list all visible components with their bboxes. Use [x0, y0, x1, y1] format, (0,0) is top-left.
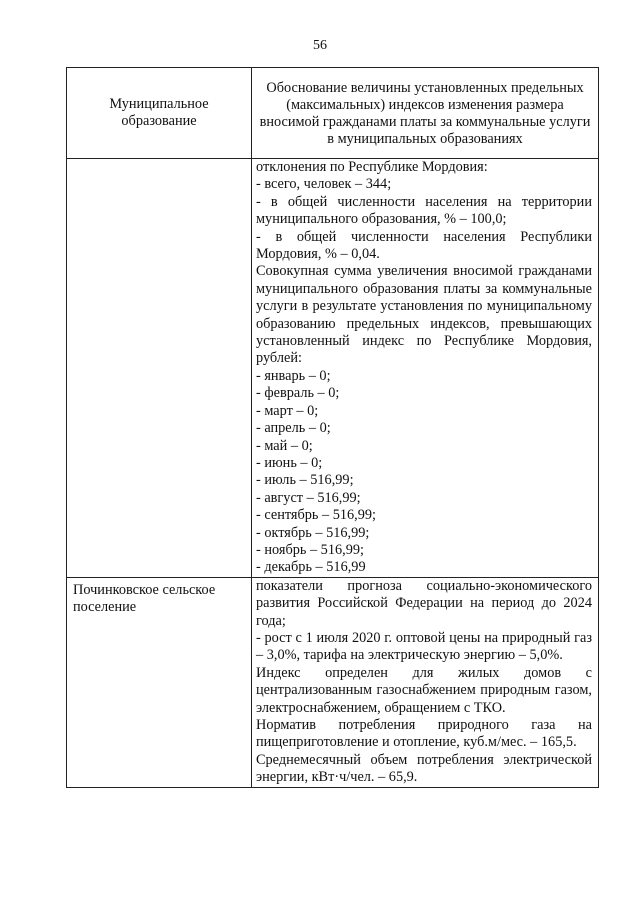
municipality-cell [67, 159, 252, 578]
text-line: - февраль – 0; [256, 385, 340, 402]
justification-cell [252, 159, 599, 578]
text-line: Норматив потребления природного газа на пищеприготовление и отопление, куб.м/мес. – 165,5. [256, 717, 592, 751]
text-line: - апрель – 0; [256, 420, 331, 437]
page-number: 56 [313, 38, 327, 53]
text-line: - октябрь – 516,99; [256, 524, 370, 541]
municipality-cell: Починковское сельское поселение [67, 577, 252, 787]
text-line: - сентябрь – 516,99; [256, 507, 377, 524]
text-line: - ноябрь – 516,99; [256, 541, 364, 558]
text-line: отклонения по Республике Мордовия: [256, 159, 488, 175]
table-header-row [67, 68, 599, 159]
text-line: Среднемесячный объем потребления электрической энергии, кВт·ч/чел. – 65,9. [256, 751, 592, 786]
text-line: - всего, человек – 344; [256, 176, 392, 193]
text-line: - июнь – 0; [256, 454, 323, 471]
header-justification: Обоснование величины установленных предельных (максимальных) индексов изменения размера вносимой гражданами платы за коммунальные услуги в муниципальных образованиях [252, 68, 599, 159]
text-line: - в общей численности населения на территории муниципального образования, % – 100,0; [256, 193, 592, 228]
table-row [67, 577, 599, 787]
text-line: - май – 0; [256, 437, 313, 454]
text-line: - декабрь – 516,99 [256, 559, 366, 576]
text-line: - рост с 1 июля 2020 г. оптовой цены на природный газ – 3,0%, тарифа на электрическую энергию – 5,0%. [256, 629, 592, 664]
text-line: Индекс определен для жилых домов с централизованным газоснабжением природным газом, электроснабжением, обращением с ТКО. [256, 664, 592, 716]
text-line: - август – 516,99; [256, 489, 361, 506]
text-line: Совокупная сумма увеличения вносимой гражданами муниципального образования платы за коммунальные услуги в результате установления по муниципальному образованию предельных индексов, превышающих установленный индекс по Республике Мордовия, рублей: [256, 263, 592, 367]
justification-table [66, 67, 599, 788]
text-line: - в общей численности населения Республики Мордовия, % – 0,04. [256, 228, 592, 263]
text-line: показатели прогноза социально-экономического развития Российской Федерации на период до 2024 года; [256, 577, 592, 629]
text-line: - январь – 0; [256, 367, 331, 384]
header-municipality: Муниципальное образование [67, 68, 252, 159]
text-line: - июль – 516,99; [256, 472, 354, 489]
text-line: - март – 0; [256, 402, 319, 419]
table-row [67, 159, 599, 578]
justification-cell [252, 577, 599, 787]
